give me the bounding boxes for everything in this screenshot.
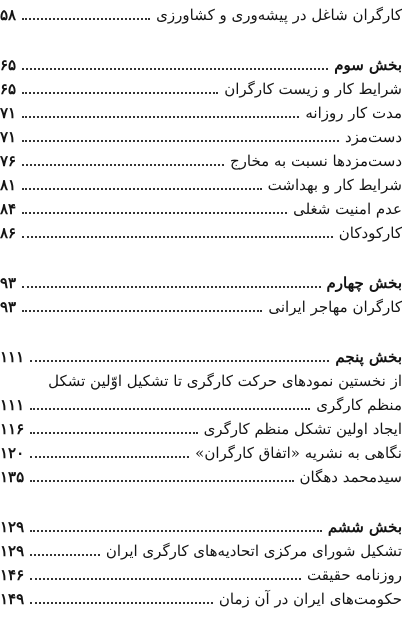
page-number: ۸۴ — [0, 200, 17, 218]
toc-entry — [0, 440, 402, 464]
leader-dots — [22, 212, 287, 214]
toc-entry — [0, 416, 402, 440]
entry-title: حکومت‌های ایران در آن زمان — [218, 590, 402, 608]
leader-dots — [30, 456, 189, 458]
page-number: ۱۲۰ — [0, 444, 25, 462]
page-number: ۸۱ — [0, 176, 17, 194]
toc-entry — [0, 100, 402, 124]
leader-dots — [22, 92, 218, 94]
toc-entry — [0, 76, 402, 100]
toc-entry — [0, 538, 402, 562]
leader-dots — [30, 530, 322, 532]
entry-title: شرایط کار و بهداشت — [267, 176, 402, 194]
toc-entry — [0, 586, 402, 610]
page-number: ۷۱ — [0, 104, 17, 122]
toc-entry-line — [0, 368, 402, 392]
page-number: ۱۱۱ — [0, 396, 25, 414]
section-heading — [0, 52, 402, 76]
leader-dots — [22, 286, 320, 288]
leader-dots — [22, 188, 262, 190]
leader-dots — [22, 116, 299, 118]
entry-title: تشکیل شورای مرکزی اتحادیه‌های کارگری ایران — [105, 542, 402, 560]
toc-entry — [0, 562, 402, 586]
entry-title: ایجاد اولین تشکل منظم کارگری — [203, 420, 402, 438]
page-number: ۱۴۹ — [0, 590, 25, 608]
page-number: ۷۱ — [0, 128, 17, 146]
entry-title: دست‌مزدها نسبت به مخارج — [230, 152, 402, 170]
toc-entry — [0, 392, 402, 416]
leader-dots — [22, 68, 328, 70]
toc-entry — [0, 464, 402, 488]
page-number: ۱۱۱ — [0, 348, 25, 366]
page-number: ۸۶ — [0, 224, 17, 242]
leader-dots — [22, 18, 150, 20]
section-heading — [0, 270, 402, 294]
entry-title: کارگران شاغل در پیشه‌وری و کشاورزی — [156, 6, 402, 24]
entry-title: از نخستین نمودهای حرکت کارگری تا تشکیل اوّلین تشکل — [48, 372, 402, 390]
page-number: ۹۳ — [0, 298, 17, 316]
entry-title: کارگران مهاجر ایرانی — [268, 298, 402, 316]
toc-entry — [0, 196, 402, 220]
entry-title: نگاهی به نشریه «اتفاق کارگران» — [195, 444, 402, 462]
leader-dots — [30, 480, 293, 482]
toc-entry — [0, 2, 402, 26]
entry-title: کارکودکان — [338, 224, 402, 242]
page-number: ۵۸ — [0, 6, 17, 24]
entry-title: شرایط کار و زیست کارگران — [224, 80, 402, 98]
toc-entry — [0, 124, 402, 148]
section-heading — [0, 514, 402, 538]
leader-dots — [30, 408, 310, 410]
leader-dots — [30, 554, 100, 556]
heading-title: بخش پنجم — [335, 348, 402, 366]
leader-dots — [22, 310, 262, 312]
leader-dots — [30, 602, 213, 604]
leader-dots — [22, 140, 339, 142]
page-number: ۱۲۹ — [0, 542, 25, 560]
entry-title: دست‌مزد — [345, 128, 402, 146]
page-number: ۱۴۶ — [0, 566, 25, 584]
leader-dots — [30, 360, 329, 362]
page-number: ۶۵ — [0, 80, 17, 98]
entry-title: منظم کارگری — [316, 396, 402, 414]
page-number: ۶۵ — [0, 56, 17, 74]
toc-entry — [0, 172, 402, 196]
leader-dots — [30, 578, 301, 580]
entry-title: روزنامه حقیقت — [306, 566, 402, 584]
leader-dots — [22, 236, 333, 238]
heading-title: بخش ششم — [327, 518, 402, 536]
leader-dots — [22, 164, 224, 166]
page-number: ۱۲۹ — [0, 518, 25, 536]
page-number: ۱۳۵ — [0, 468, 25, 486]
entry-title: مدت کار روزانه — [305, 104, 402, 122]
page-number: ۹۳ — [0, 274, 17, 292]
page-number: ۱۱۶ — [0, 420, 25, 438]
heading-title: بخش چهارم — [326, 274, 402, 292]
entry-title: عدم امنیت شغلی — [293, 200, 402, 218]
toc-entry — [0, 148, 402, 172]
toc-entry — [0, 220, 402, 244]
heading-title: بخش سوم — [334, 56, 402, 74]
section-heading — [0, 344, 402, 368]
entry-title: سیدمحمد دهگان — [299, 468, 402, 486]
toc-entry — [0, 294, 402, 318]
page-number: ۷۶ — [0, 152, 17, 170]
leader-dots — [30, 432, 197, 434]
